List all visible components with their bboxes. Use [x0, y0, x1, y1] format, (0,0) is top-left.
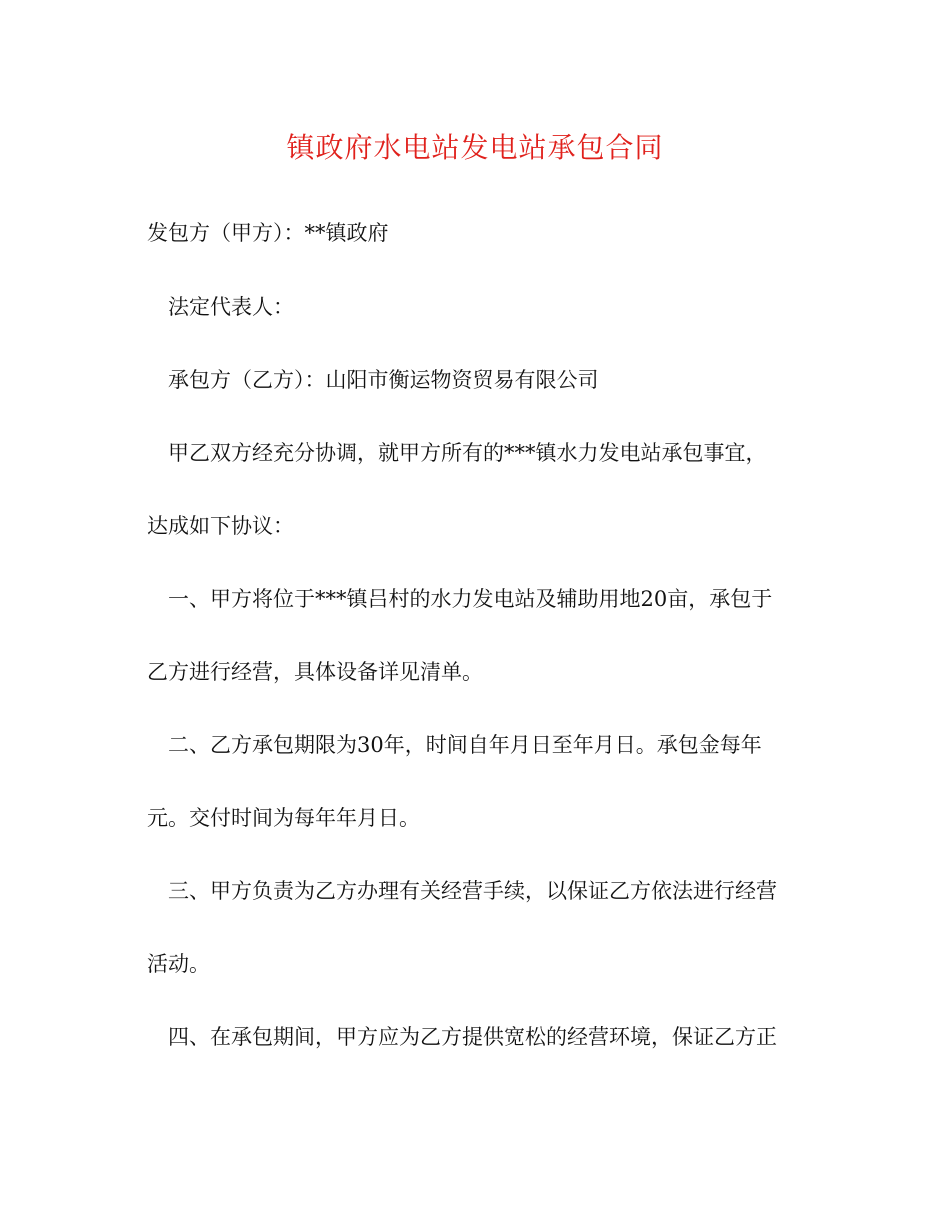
agreement-intro-line-1: 甲乙双方经充分协调，就甲方所有的***镇水力发电站承包事宜，	[168, 441, 767, 465]
clause-3-line-1: 三、甲方负责为乙方办理有关经营手续，以保证乙方依法进行经营	[168, 879, 777, 903]
legal-representative: 法定代表人：	[168, 295, 294, 319]
document-title: 镇政府水电站发电站承包合同	[286, 131, 664, 164]
agreement-intro-line-2: 达成如下协议：	[147, 514, 294, 538]
clause-1-line-2: 乙方进行经营，具体设备详见清单。	[147, 660, 483, 684]
clause-3-line-2: 活动。	[147, 952, 210, 976]
contract-party-a: 发包方（甲方）：**镇政府	[147, 221, 389, 245]
clause-2-line-1: 二、乙方承包期限为30年，时间自年月日至年月日。承包金每年	[168, 733, 762, 757]
contract-party-b: 承包方（乙方）：山阳市衡运物资贸易有限公司	[168, 368, 599, 392]
clause-2-line-2: 元。交付时间为每年年月日。	[147, 806, 420, 830]
clause-1-line-1: 一、甲方将位于***镇吕村的水力发电站及辅助用地20亩，承包于	[168, 587, 773, 611]
clause-4-line-1: 四、在承包期间，甲方应为乙方提供宽松的经营环境，保证乙方正	[168, 1025, 777, 1049]
